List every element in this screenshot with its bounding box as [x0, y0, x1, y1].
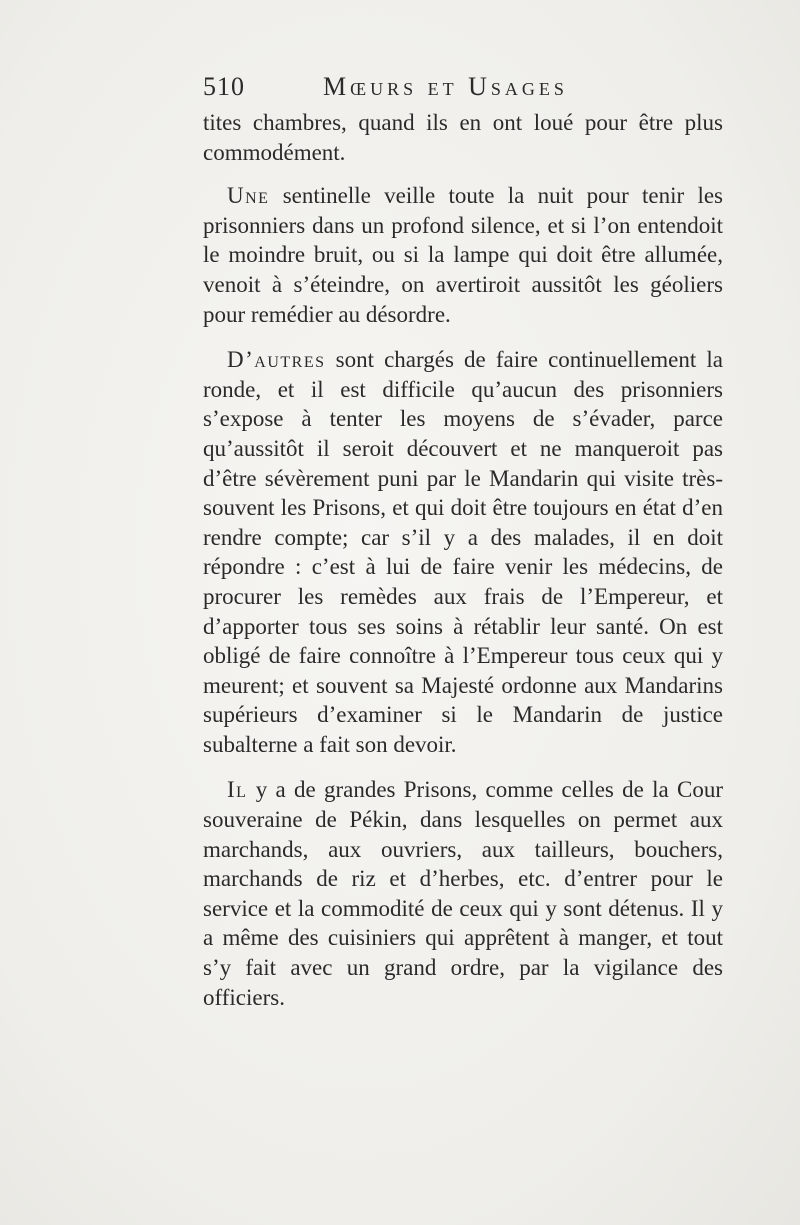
paragraph-text: sentinelle veille toute la nuit pour tenir les prisonniers dans un profond silence, et si l’on entendoit le moindre bruit, ou si la lampe qui doit être allumée, venoit à s’éteindre, on avertiroit aussitôt les géoliers pour remédier au désordre.: [203, 183, 723, 327]
body-text: [203, 108, 723, 1028]
paragraph: [203, 345, 723, 759]
page-number: 510: [203, 72, 245, 101]
page-header: [203, 72, 723, 108]
paragraph-lead-word: Il: [227, 777, 248, 803]
paragraph: [203, 775, 723, 1012]
running-title: Mœurs et Usages: [323, 72, 568, 101]
paragraph-lead-word: D’autres: [227, 347, 326, 373]
paragraph: [203, 181, 723, 329]
paragraph-text: tites chambres, quand ils en ont loué pour être plus commodément.: [203, 110, 723, 165]
paragraph: [203, 108, 723, 167]
paragraph-text: sont chargés de faire continuellement la ronde, et il est difficile qu’aucun des prisonniers s’expose à tenter les moyens de s’évader, parce qu’aussitôt il seroit découvert et ne manqueroit pas d’être sévèrement puni par le Mandarin qui visite très-souvent les Prisons, et qui doit être toujours en état d’en rendre compte; car s’il y a des malades, il en doit répondre : c’est à lui de faire venir les médecins, de procurer les remèdes aux frais de l’Empereur, et d’apporter tous ses soins à rétablir leur santé. On est obligé de faire connoître à l’Empereur tous ceux qui y meurent; et souvent sa Majesté ordonne aux Mandarins supérieurs d’examiner si le Mandarin de justice subalterne a fait son devoir.: [203, 347, 723, 757]
paragraph-text: y a de grandes Prisons, comme celles de la Cour souveraine de Pékin, dans lesquelles on permet aux marchands, aux ouvriers, aux tailleurs, bouchers, marchands de riz et d’herbes, etc. d’entrer pour le service et la commodité de ceux qui y sont détenus. Il y a même des cuisiniers qui apprêtent à manger, et tout s’y fait avec un grand ordre, par la vigilance des officiers.: [203, 777, 723, 1010]
paragraph-lead-word: Une: [227, 183, 270, 209]
